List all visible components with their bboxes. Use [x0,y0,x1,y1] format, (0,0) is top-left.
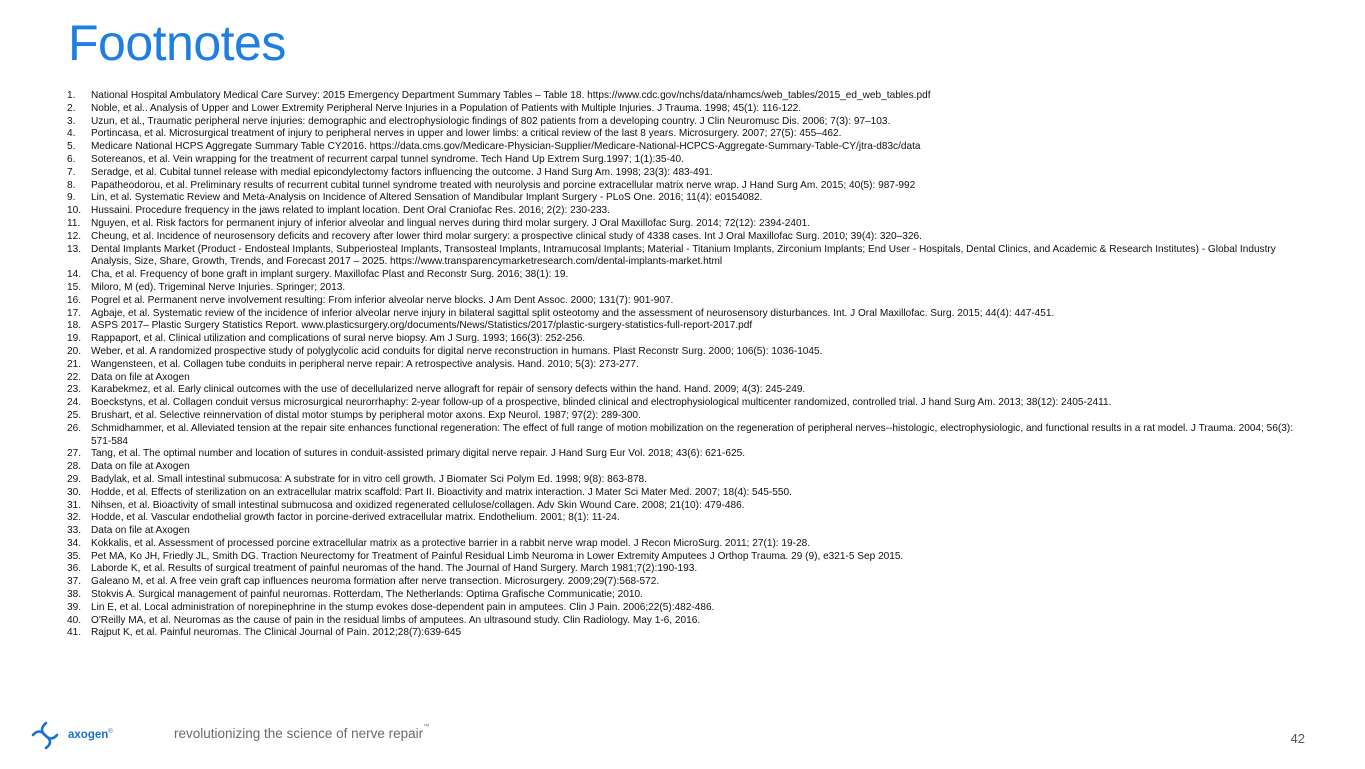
footnote-number: 35. [67,550,82,562]
footnote-item [67,116,1307,129]
footnote-text: Tang, et al. The optimal number and location of sutures in conduit-assisted primary digital nerve repair. J Hand Surg Eur Vol. 2018; 43(6): 621-625. [91,448,746,460]
footnote-text: Karabekmez, et al. Early clinical outcomes with the use of decellularized nerve allograft for repair of sensory defects within the hand. Hand. 2009; 4(3): 245-249. [91,384,806,396]
footnote-text: Data on file at Axogen [91,525,190,537]
footnote-item [67,423,1307,449]
footnote-number: 29. [67,473,82,485]
footnote-number: 24. [67,397,82,409]
footnote-item [67,231,1307,244]
footnote-text: Pet MA, Ko JH, Friedly JL, Smith DG. Traction Neurectomy for Treatment of Painful Residual Limb Neuroma in Lower Extremity Amputees J Orthop Trauma. 29 (9), e321-5 Sep 2015. [91,550,904,562]
footnote-text: Seradge, et al. Cubital tunnel release with medial epicondylectomy factors influencing the outcome. J Hand Surg Am. 1998; 23(3): 483-491. [91,166,713,178]
footnote-number: 12. [67,230,82,242]
footnote-number: 8. [67,179,76,191]
footnote-item [67,320,1307,333]
axogen-mark-icon [30,720,64,750]
tagline-text: revolutionizing the science of nerve repair [174,726,424,741]
footnote-text: ASPS 2017– Plastic Surgery Statistics Report. www.plasticsurgery.org/documents/News/Statistics/2017/plastic-surgery-statistics-full-report-2017.pdf [91,320,753,332]
footnote-item [67,269,1307,282]
footnote-item [67,308,1307,321]
footnote-item [67,180,1307,193]
footnote-text: Pogrel et al. Permanent nerve involvement resulting: From inferior alveolar nerve blocks. J Am Dent Assoc. 2000; 131(7): 901-907. [91,294,674,306]
footnote-number: 22. [67,371,82,383]
registered-mark: ® [108,729,113,736]
footnote-item [67,448,1307,461]
footnote-text: Schmidhammer, et al. Alleviated tension at the repair site enhances functional regeneration: The effect of full range of motion mobilization on the regeneration of peripheral nerves--histologic, electrophysiologic, and functional results in a rat model. J Trauma. 2004; 56(3): 571-584 [91,422,1294,447]
footnote-item [67,551,1307,564]
footnote-text: Kokkalis, et al. Assessment of processed porcine extracellular matrix as a protective barrier in a rabbit nerve wrap model. J Recon MicroSurg. 2011; 27(1): 19-28. [91,537,811,549]
footnote-item [67,602,1307,615]
footnote-number: 27. [67,448,82,460]
footnote-text: Uzun, et al., Traumatic peripheral nerve injuries: demographic and electrophysiologic findings of 802 patients from a developing country. J Clin Neuromusc Dis. 2006; 7(3): 97–103. [91,115,891,127]
footnote-number: 32. [67,512,82,524]
footnote-number: 11. [67,217,81,229]
footnote-item [67,103,1307,116]
footnote-text: National Hospital Ambulatory Medical Care Survey: 2015 Emergency Department Summary Tables – Table 18. https://www.cdc.gov/nchs/data/nhamcs/web_tables/2015_ed_web_tables.pdf [91,90,931,101]
footnote-number: 4. [67,128,76,140]
footnote-text: Brushart, et al. Selective reinnervation of distal motor stumps by peripheral motor axons. Exp Neurol. 1987; 97(2): 289-300. [91,409,641,421]
footnote-number: 21. [67,358,82,370]
footnote-item [67,346,1307,359]
footnote-number: 23. [67,384,82,396]
footnote-text: Laborde K, et al. Results of surgical treatment of painful neuromas of the hand. The Journal of Hand Surgery. March 1981;7(2):190-193. [91,563,698,575]
footnote-item [67,461,1307,474]
footnote-item [67,128,1307,141]
footnote-number: 31. [67,499,82,511]
axogen-logo [30,718,113,752]
footnote-text: Badylak, et al. Small intestinal submucosa: A substrate for in vitro cell growth. J Biomater Sci Polym Ed. 1998; 9(8): 863-878. [91,473,647,485]
footnote-item [67,192,1307,205]
footnote-number: 36. [67,563,82,575]
footnote-text: Hussaini. Procedure frequency in the jaws related to implant location. Dent Oral Craniofac Res. 2016; 2(2): 230-233. [91,205,610,217]
footnote-text: Cha, et al. Frequency of bone graft in implant surgery. Maxillofac Plast and Reconstr Surg. 2016; 38(1): 19. [91,269,569,281]
footnote-number: 26. [67,422,82,434]
footnote-text: Stokvis A. Surgical management of painful neuromas. Rotterdam, The Netherlands: Optima Grafische Communicatie; 2010. [91,589,643,601]
footnote-number: 28. [67,461,82,473]
footnote-item [67,627,1307,640]
page-number: 42 [1290,731,1305,746]
footnote-number: 9. [67,192,76,204]
footnote-item [67,563,1307,576]
footnote-number: 41. [67,627,82,639]
footnote-text: Boeckstyns, et al. Collagen conduit versus microsurgical neurorrhaphy: 2-year follow-up of a prospective, blinded clinical and electrophysiological multicenter randomized, controlled trial. J hand Surg Am. 2013; 38(12): 2405-2411. [91,397,1112,409]
footnote-text: Lin, et al. Systematic Review and Meta-Analysis on Incidence of Altered Sensation of Mandibular Implant Surgery - PLoS One. 2016; 11(4): e0154082. [91,192,763,204]
footnote-text: Medicare National HCPS Aggregate Summary Table CY2016. https://data.cms.gov/Medicare-Physician-Supplier/Medicare-National-HCPCS-Aggregate-Summary-Table-CY/jtra-d83c/data [91,141,921,153]
footnote-item [67,538,1307,551]
footnote-item [67,512,1307,525]
references-list [67,90,1307,640]
footnote-number: 19. [67,333,82,345]
footnote-item [67,397,1307,410]
footnote-number: 5. [67,141,76,153]
footnote-number: 17. [67,307,82,319]
footnote-number: 33. [67,525,82,537]
footnote-number: 15. [67,281,82,293]
page-title: Footnotes [68,15,286,71]
footnote-item [67,474,1307,487]
footnote-text: O'Reilly MA, et al. Neuromas as the cause of pain in the residual limbs of amputees. An ultrasound study. Clin Radiology. May 1-6, 2016. [91,614,701,626]
footnote-text: Wangensteen, et al. Collagen tube conduits in peripheral nerve repair: A retrospective analysis. Hand. 2010; 5(3): 273-277. [91,358,639,370]
footnote-number: 30. [67,486,82,498]
footnote-number: 38. [67,589,82,601]
footnote-number: 10. [67,205,82,217]
footnote-text: Hodde, et al. Effects of sterilization on an extracellular matrix scaffold: Part II. Bioactivity and matrix interaction. J Mater Sci Mater Med. 2007; 18(4): 545-550. [91,486,792,498]
footnote-item [67,615,1307,628]
footnote-number: 25. [67,409,82,421]
footnote-text: Data on file at Axogen [91,371,190,383]
footnote-item [67,410,1307,423]
footnote-text: Agbaje, et al. Systematic review of the incidence of inferior alveolar nerve injury in bilateral sagittal split osteotomy and the assessment of neurosensory disturbances. Int. J Oral Maxillofac. Surg. 2015; 44(4): 447-451. [91,307,1055,319]
footnote-number: 39. [67,601,82,613]
footnote-item [67,500,1307,513]
footnote-text: Nguyen, et al. Risk factors for permanent injury of inferior alveolar and lingual nerves during third molar surgery. J Oral Maxillofac Surg. 2014; 72(12): 2394-2401. [91,217,811,229]
footnote-item [67,90,1307,103]
footnote-text: Rappaport, et al. Clinical utilization and complications of sural nerve biopsy. Am J Surg. 1993; 166(3): 252-256. [91,333,586,345]
footnote-item [67,359,1307,372]
footnote-number: 16. [67,294,82,306]
footnote-text: Weber, et al. A randomized prospective study of polyglycolic acid conduits for digital nerve reconstruction in humans. Plast Reconstr Surg. 2000; 106(5): 1036-1045. [91,345,823,357]
footnote-number: 3. [67,115,76,127]
footnote-number: 40. [67,614,82,626]
footnote-text: Sotereanos, et al. Vein wrapping for the treatment of recurrent carpal tunnel syndrome. Tech Hand Up Extrem Surg.1997; 1(1):35-40. [91,153,684,165]
footnote-number: 14. [67,269,82,281]
footnote-item [67,576,1307,589]
brand-name: axogen [68,729,109,741]
trademark-mark: ™ [423,724,430,730]
footnote-number: 20. [67,345,82,357]
footnote-item [67,333,1307,346]
footnote-text: Portincasa, et al. Microsurgical treatment of injury to peripheral nerves in upper and lower limbs: a critical review of the last 8 years. Microsurgery. 2007; 27(5): 455–462. [91,128,842,140]
footnote-text: Hodde, et al. Vascular endothelial growth factor in porcine-derived extracellular matrix. Endothelium. 2001; 8(1): 11-24. [91,512,620,524]
footnote-item [67,487,1307,500]
footnote-item [67,295,1307,308]
footnote-number: 6. [67,153,76,165]
footnote-item [67,205,1307,218]
footnote-text: Papatheodorou, et al. Preliminary results of recurrent cubital tunnel syndrome treated with neurolysis and porcine extracellular matrix nerve wrap. J Hand Surg Am. 2015; 40(5): 987-992 [91,179,916,191]
footnote-item [67,372,1307,385]
footnote-item [67,218,1307,231]
footnote-text: Cheung, et al. Incidence of neurosensory deficits and recovery after lower third molar surgery: a prospective clinical study of 4338 cases. Int J Oral Maxillofac Surg. 2010; 39(4): 320–326. [91,230,922,242]
footnote-text: Lin E, et al. Local administration of norepinephrine in the stump evokes dose-dependent pain in amputees. Clin J Pain. 2006;22(5):482-486. [91,601,715,613]
footnote-number: 7. [67,166,76,178]
footnote-item [67,589,1307,602]
footnote-number: 2. [67,102,76,114]
footnote-number: 34. [67,537,82,549]
footnote-item [67,141,1307,154]
footnote-item [67,525,1307,538]
footnote-text: Nihsen, et al. Bioactivity of small intestinal submucosa and oxidized regenerated cellulose/collagen. Adv Skin Wound Care. 2008; 21(10): 479-486. [91,499,745,511]
footnote-text: Rajput K, et al. Painful neuromas. The Clinical Journal of Pain. 2012;28(7):639-645 [91,627,462,639]
tagline [174,726,429,741]
footnote-item [67,282,1307,295]
footnote-text: Miloro, M (ed). Trigeminal Nerve Injuries. Springer; 2013. [91,281,346,293]
footnote-item [67,244,1307,270]
footnote-text: Data on file at Axogen [91,461,190,473]
footnote-number: 37. [67,576,82,588]
footnote-item [67,384,1307,397]
logo-wordmark [68,729,113,741]
footnote-text: Dental Implants Market (Product - Endosteal Implants, Subperiosteal Implants, Transosteal Implants, Intramucosal Implants; Material - Titanium Implants, Zirconium Implants; End User - Hospitals, Dental Clinics, and Academic & Research Institutes) - Global Industry Analysis, Size, Share, Growth, Trends, and Forecast 2017 – 2025. https://www.transparencymarketresearch.com/dental-implants-market.html [91,243,1276,268]
footnote-number: 18. [67,320,82,332]
footnote-text: Galeano M, et al. A free vein graft cap influences neuroma formation after nerve transection. Microsurgery. 2009;29(7):568-572. [91,576,660,588]
footnote-number: 1. [67,90,76,101]
footnote-text: Noble, et al.. Analysis of Upper and Lower Extremity Peripheral Nerve Injuries in a Population of Patients with Multiple Injuries. J Trauma. 1998; 45(1): 116-122. [91,102,802,114]
footnote-item [67,154,1307,167]
footnote-number: 13. [67,243,82,255]
footnote-item [67,167,1307,180]
